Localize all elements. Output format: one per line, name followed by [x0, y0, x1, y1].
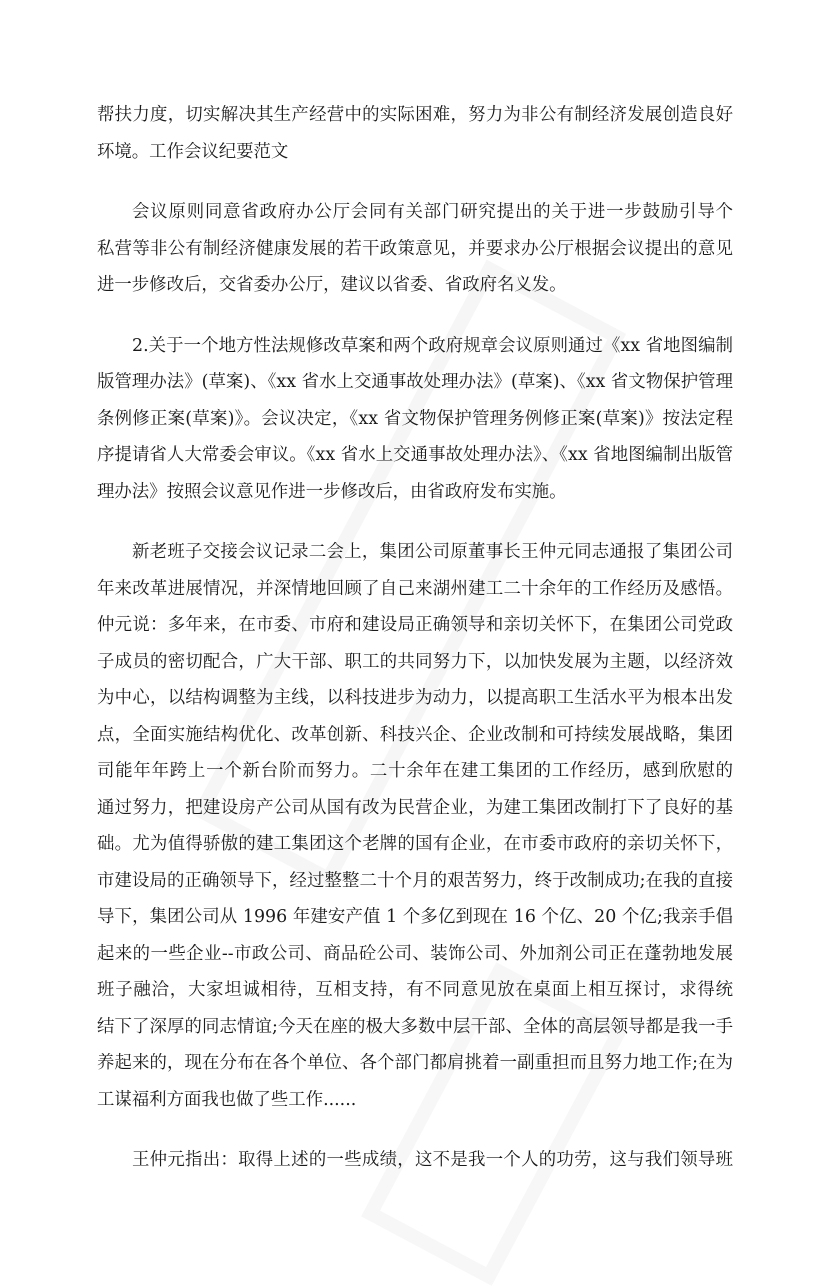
- text-line: 序提请省人大常委会审议。《xx 省水上交通事故处理办法》、《xx 省地图编制出版管: [97, 445, 733, 465]
- text-line: 进一步修改后，交省委办公厅，建议以省委、省政府名义发。: [97, 275, 567, 295]
- text-line: 新老班子交接会议记录二会上，集团公司原董事长王仲元同志通报了集团公司: [132, 542, 733, 562]
- text-line: 条例修正案(草案)》。会议决定，《xx 省文物保护管理务例修正案(草案)》按法定程: [97, 408, 733, 429]
- paragraph-3: [97, 328, 733, 511]
- text-line: 为中心，以结构调整为主线，以科技进步为动力，以提高职工生活水平为根本出发: [97, 688, 733, 708]
- text-line: 子成员的密切配合，广大干部、职工的共同努力下，以加快发展为主题，以经济效: [97, 651, 733, 672]
- text-line: 王仲元指出：取得上述的一些成绩，这不是我一个人的功劳，这与我们领导班: [132, 1150, 733, 1170]
- paragraph-1: [97, 97, 733, 170]
- text-line: 通过努力，把建设房产公司从国有改为民营企业，为建工集团改制打下了良好的基: [97, 797, 733, 818]
- text-line: 起来的一些企业--市政公司、商品砼公司、装饰公司、外加剂公司正在蓬勃地发展: [97, 943, 733, 964]
- paragraph-4: [97, 534, 733, 1118]
- text-line: 私营等非公有制经济健康发展的若干政策意见，并要求办公厅根据会议提出的意见: [97, 238, 733, 259]
- text-line: 版管理办法》(草案)、《xx 省水上交通事故处理办法》(草案)、《xx 省文物保护管理: [97, 372, 733, 392]
- paragraph-2: [97, 194, 733, 304]
- paragraph-5: [97, 1142, 733, 1179]
- text-line: 年来改革进展情况，并深情地回顾了自己来湖州建工二十余年的工作经历及感悟。: [97, 578, 733, 599]
- text-line: 工谋福利方面我也做了些工作......: [97, 1089, 357, 1110]
- text-line: 理办法》按照会议意见作进一步修改后，由省政府发布实施。: [97, 481, 567, 502]
- text-line: 司能年年跨上一个新台阶而努力。二十余年在建工集团的工作经历，感到欣慰的: [97, 761, 733, 781]
- text-line: 点，全面实施结构优化、改革创新、科技兴企、企业改制和可持续发展战略，集团: [97, 724, 733, 745]
- document-page: [97, 97, 733, 1203]
- text-line: 结下了深厚的同志情谊;今天在座的极大多数中层干部、全体的高层领导都是我一手: [97, 1016, 733, 1037]
- text-line: 导下，集团公司从 1996 年建安产值 1 个多亿到现在 16 个亿、20 个亿;我亲手倡: [97, 907, 733, 927]
- text-line: 班子融洽，大家坦诚相待，互相支持，有不同意见放在桌面上相互探讨，求得统: [97, 980, 733, 1000]
- text-line: 市建设局的正确领导下，经过整整二十个月的艰苦努力，终于改制成功;在我的直接: [97, 870, 733, 891]
- text-line: 会议原则同意省政府办公厅会同有关部门研究提出的关于进一步鼓励引导个: [132, 202, 733, 222]
- text-line: 础。尤为值得骄傲的建工集团这个老牌的国有企业，在市委市政府的亲切关怀下，: [97, 834, 733, 854]
- text-line: 养起来的，现在分布在各个单位、各个部门都肩挑着一副重担而且努力地工作;在为: [97, 1053, 733, 1073]
- text-line: 帮扶力度，切实解决其生产经营中的实际困难，努力为非公有制经济发展创造良好: [97, 105, 733, 125]
- text-line: 仲元说：多年来，在市委、市府和建设局正确领导和亲切关怀下，在集团公司党政: [97, 615, 733, 635]
- text-line: 2.关于一个地方性法规修改草案和两个政府规章会议原则通过《xx 省地图编制: [132, 335, 733, 356]
- text-line: 环境。工作会议纪要范文: [97, 141, 289, 162]
